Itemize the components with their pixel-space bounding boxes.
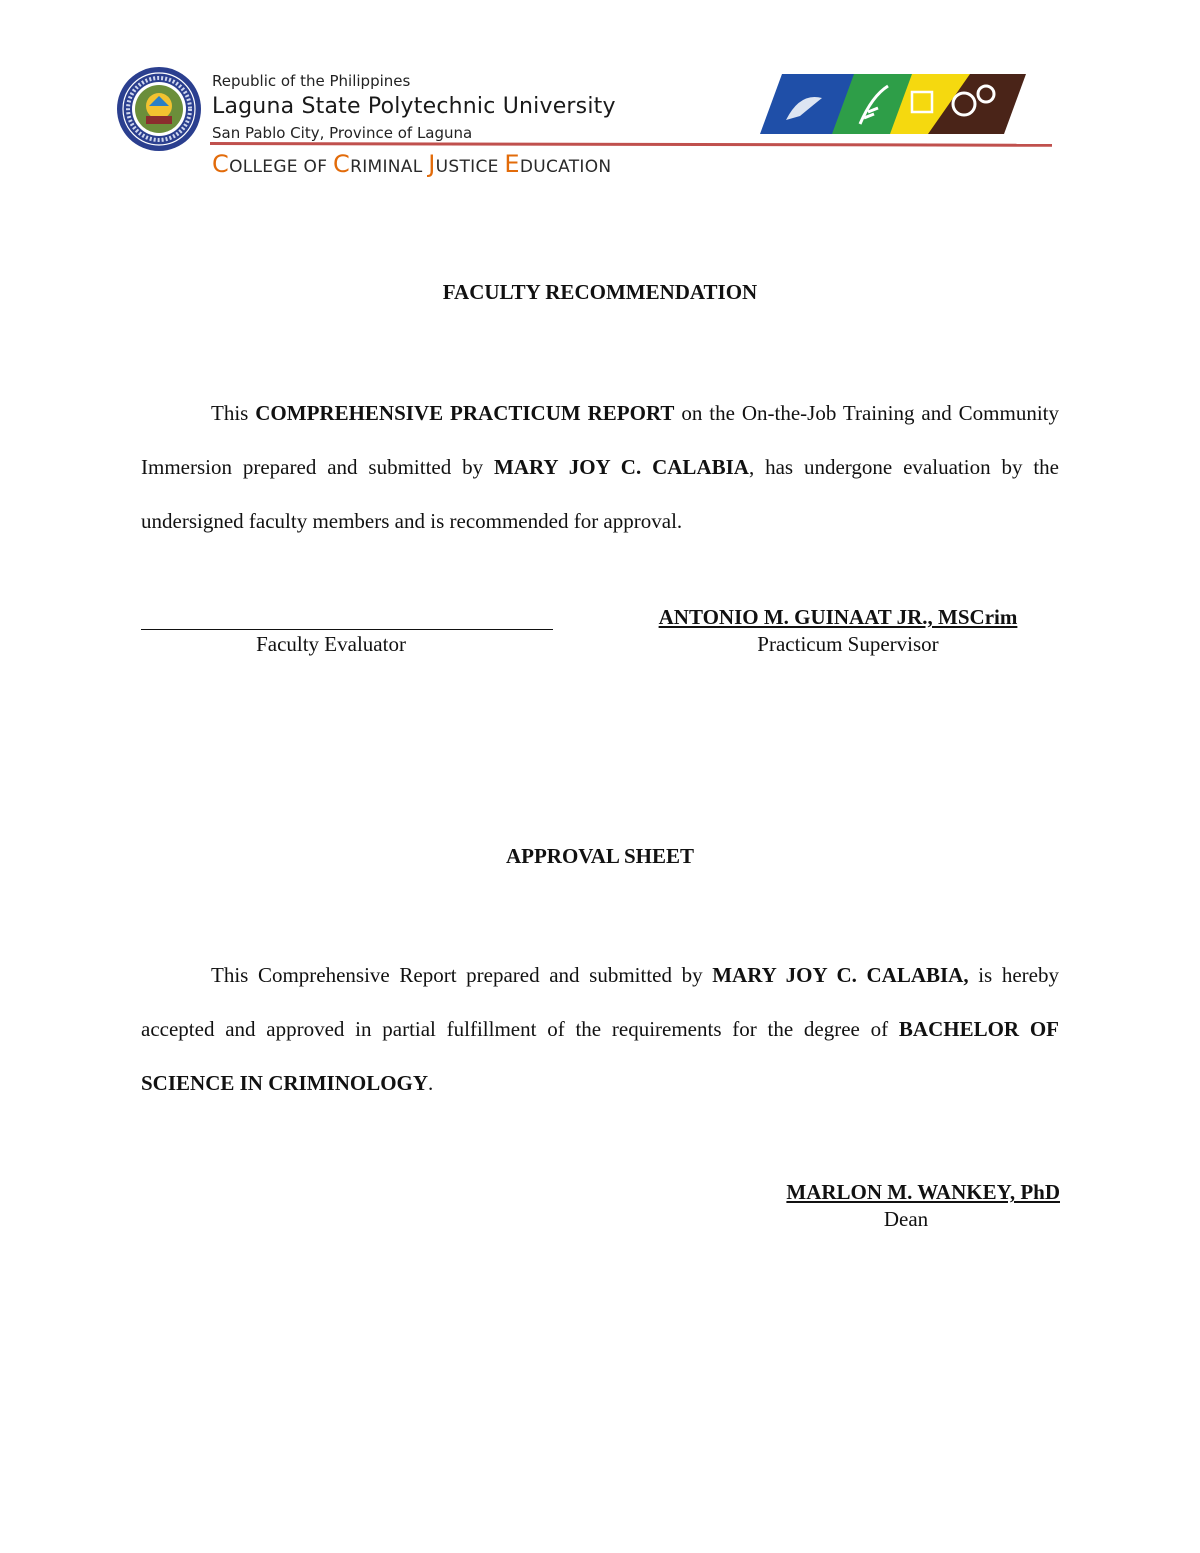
college-word: OLLEGE OF [229,157,334,177]
text-run: This Comprehensive Report prepared and submitted by [211,963,713,987]
evaluator-signature-line [141,629,553,630]
header-divider [210,142,1052,147]
text-run: . [428,1071,434,1095]
university-name: Laguna State Polytechnic University [212,94,616,119]
city-line: San Pablo City, Province of Laguna [212,124,473,142]
faculty-recommendation-title: FACULTY RECOMMENDATION [442,280,758,304]
text-run: on the On-the-Job Training and Community Immersion prepared and submitted by [141,401,1059,479]
university-seal-logo [116,66,202,152]
college-initial: C [333,150,351,178]
supervisor-name: ANTONIO M. GUINAAT JR., MSCrim [658,605,1018,629]
college-banner-logo [760,72,1026,136]
degree-name: BACHELOR OF SCIENCE IN CRIMINOLOGY [141,1017,1059,1095]
college-word: RIMINAL [350,157,429,177]
dean-name: MARLON M. WANKEY, PhD [786,1180,1060,1204]
faculty-recommendation-paragraph [141,386,1059,548]
college-word: USTICE [435,157,505,177]
supervisor-label: Practicum Supervisor [757,632,939,656]
approval-paragraph [141,948,1059,1110]
republic-line: Republic of the Philippines [212,72,411,90]
college-name [212,150,611,178]
text-run: This [211,401,256,425]
college-word: DUCATION [519,157,612,177]
text-run: is hereby accepted and approved in partial fulfillment of the requirements for the degree of [141,963,1059,1041]
college-initial: C [212,150,230,178]
text-run: , has undergone evaluation by the undersigned faculty members and is recommended for approval. [141,455,1059,533]
college-initial: E [504,150,520,178]
college-initial: J [428,150,436,178]
dean-label: Dean [883,1207,929,1231]
student-name: MARY JOY C. CALABIA, [712,963,969,987]
student-name: MARY JOY C. CALABIA [494,455,749,479]
approval-sheet-title: APPROVAL SHEET [505,844,695,868]
report-title: COMPREHENSIVE PRACTICUM REPORT [255,401,675,425]
evaluator-label: Faculty Evaluator [256,632,406,656]
